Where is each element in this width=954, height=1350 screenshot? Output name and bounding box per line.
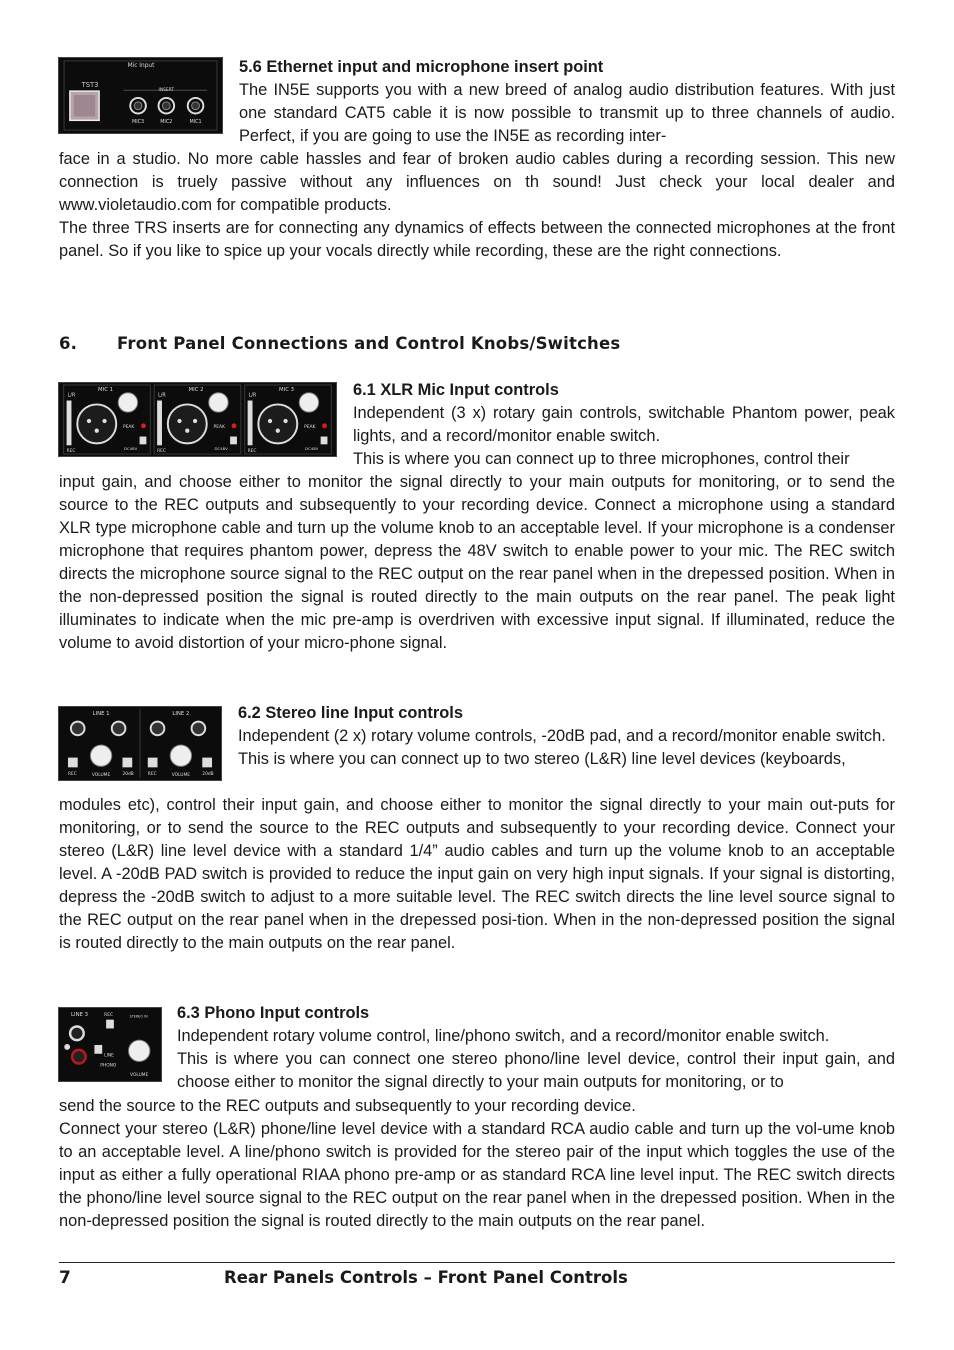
volume-label: VOLUME (130, 1073, 149, 1079)
line-jack-icon (71, 722, 85, 736)
stereo-line-input-panel-photo (58, 706, 222, 781)
channel-label: LINE 2 (172, 710, 190, 717)
section-6-3-paragraph: send the source to the REC outputs and subsequently to your recording device. (59, 1097, 636, 1115)
lr-label: L/R (158, 392, 166, 399)
section-number: 6. (59, 334, 78, 353)
section-6-1-heading: 6.1 XLR Mic Input controls (353, 381, 559, 399)
jack-label: MIC3 (132, 119, 145, 126)
phono-input-panel-photo (58, 1007, 162, 1082)
channel-label: MIC 1 (98, 386, 114, 393)
section-6-2-paragraph: modules etc), control their input gain, and choose either to monitor the signal directly to your main out-puts for monitoring, or to send the source to the REC outputs and subsequently to your recording device. Connect your stereo (L&R) line level device with a standard 1/4” audio cables and turn up the volume knob to an acceptable level. A -20dB PAD switch is provided to reduce the input gain on very high input signals. If your signal is distorting, depress the -20dB switch to adjust to a more suitable level. The REC switch directs the line level source signal to the REC output on the rear panel when in the drepessed posi-tion. When in the non-depressed position the signal is routed directly to the main outputs on the rear panel. (59, 796, 895, 952)
footer-title: Rear Panels Controls – Front Panel Controls (224, 1268, 628, 1287)
xlr-socket-icon (258, 404, 297, 443)
section-6-3-body (59, 1095, 895, 1233)
xlr-mic-input-panel-photo (58, 382, 337, 457)
volume-knob-icon (170, 745, 191, 766)
jack-label: MIC1 (189, 119, 202, 126)
section-6-1-paragraph: Independent (3 x) rotary gain controls, switchable Phantom power, peak lights, and a record/monitor enable switch. (353, 404, 895, 445)
section-6-2-body (59, 794, 895, 955)
section-6-2-paragraph: This is where you can connect up to two stereo (L&R) line level devices (keyboards, (238, 750, 846, 768)
rec-label: REC (247, 449, 257, 455)
section-title: Front Panel Connections and Control Knobs/Switches (117, 334, 621, 353)
section-6-2-heading: 6.2 Stereo line Input controls (238, 704, 463, 722)
mic-input-rear-panel-photo (58, 57, 223, 134)
stereo-in-label: STEREO IN (129, 1014, 148, 1019)
peak-led-icon (141, 423, 146, 428)
line-label: LINE (104, 1053, 114, 1059)
section-6-3-paragraph: Independent rotary volume control, line/phono switch, and a record/monitor enable switch. (177, 1027, 830, 1045)
jack-label: MIC2 (160, 119, 173, 126)
rec-label: REC (157, 449, 166, 455)
rca-jack-icon (70, 1026, 84, 1040)
section-6-3-paragraph: Connect your stereo (L&R) phone/line level device with a standard RCA audio cable and turn up the vol-ume knob to an acceptable level. A line/phono switch is provided for the stereo pair of the input which toggles the use of the input as either a fully operational RIAA phono pre-amp or as standard RCA line level input. The REC switch directs the phono/line level source signal to the REC output on the rear panel when in the drepessed position. When in the non-depressed position the signal is routed directly to the main outputs on the rear panel. (59, 1120, 895, 1230)
channel-label: MIC 3 (279, 386, 295, 393)
rec-label: REC (67, 772, 77, 778)
section-6-3-heading: 6.3 Phono Input controls (177, 1004, 370, 1022)
lr-label: L/R (248, 392, 257, 399)
rec-label: REC (147, 772, 157, 778)
phantom-label: DC48V (214, 446, 228, 452)
gain-knob-icon (118, 393, 137, 412)
section-6-1-paragraph: This is where you can connect up to three microphones, control their (353, 450, 850, 468)
volume-label: VOLUME (91, 773, 111, 779)
section-6-1-body (59, 471, 895, 655)
volume-knob-icon (128, 1040, 149, 1061)
section-5-6-heading: 5.6 Ethernet input and microphone insert point (239, 58, 604, 76)
peak-label: PEAK (213, 424, 225, 430)
pad-label: 20dB (122, 772, 134, 778)
line-jack-icon (192, 722, 206, 736)
rec-label: REC (66, 449, 76, 455)
peak-label: PEAK (304, 424, 316, 430)
rca-jack-icon (72, 1050, 86, 1064)
page-number: 7 (59, 1268, 71, 1288)
phono-label: PHONO (100, 1063, 117, 1069)
section-5-6-paragraph: The IN5E supports you with a new breed of analog audio distribution features. With just one standard CAT5 cable it is now possible to transmit up to three channels of audio. Perfect, if you are going to use the IN5E as recording inter- (239, 81, 895, 145)
volume-label: VOLUME (171, 773, 191, 779)
phantom-label: DC48V (305, 446, 319, 452)
peak-led-icon (232, 423, 237, 428)
line-jack-icon (112, 722, 126, 736)
xlr-socket-icon (168, 404, 207, 443)
section-6-2-intro (238, 702, 895, 771)
peak-label: PEAK (123, 424, 135, 430)
pad-label: 20dB (202, 772, 214, 778)
section-6-1-paragraph: input gain, and choose either to monitor the signal directly to your main outputs for monitoring, or to send the source to the REC outputs and subsequently to your recording device. Connect a microphone using a standard XLR type microphone cable and turn up the volume knob to an acceptable level. If your microphone is a condenser microphone that requires phantom power, depress the 48V switch to enable power to your mic. The REC switch directs the microphone source signal to the REC output on the rear panel when in the drepessed position. When in the non-depressed position the signal is routed directly to the main outputs on the rear panel. The peak light illuminates to indicate when the mic pre-amp is overdriven with excessive input signal. If illuminated, reduce the volume to avoid distortion of your micro-phone signal. (59, 473, 895, 652)
section-5-6-paragraph: face in a studio. No more cable hassles and fear of broken audio cables during a recording session. This new connection is truely passive without any influences on th sound! Just check your local dealer and www.violetaudio.com for compatible products. (59, 150, 895, 214)
section-6-3-intro (177, 1002, 895, 1094)
channel-label: MIC 2 (188, 386, 204, 393)
channel-label: LINE 1 (92, 710, 110, 717)
section-6-3-paragraph: This is where you can connect one stereo phono/line level device, control their input gain, and choose either to monitor the signal directly to your main outputs for monitoring, or to (177, 1050, 895, 1091)
section-5-6-paragraph: The three TRS inserts are for connecting any dynamics of effects between the connected microphones at the front panel. So if you like to spice up your vocals directly while recording, these are the right connections. (59, 219, 895, 260)
xlr-socket-icon (77, 404, 116, 443)
section-6-heading (59, 334, 620, 353)
phantom-label: DC48V (124, 446, 138, 452)
gain-knob-icon (299, 393, 318, 412)
section-6-1-intro (353, 379, 895, 471)
channel-label: LINE 3 (71, 1011, 89, 1018)
line-jack-icon (151, 722, 165, 736)
gain-knob-icon (209, 393, 228, 412)
port-label: TST3 (81, 81, 99, 90)
section-6-2-paragraph: Independent (2 x) rotary volume controls, -20dB pad, and a record/monitor enable switch. (238, 727, 886, 745)
volume-knob-icon (90, 745, 111, 766)
lr-label: L/R (67, 392, 76, 399)
footer-divider (59, 1262, 895, 1263)
section-5-6-body (59, 148, 895, 263)
peak-led-icon (322, 423, 327, 428)
mic-input-title: Mic Input (127, 62, 155, 69)
section-5-6-intro (239, 56, 895, 148)
insert-label: INSERT (158, 88, 175, 94)
rec-label: REC (104, 1012, 114, 1018)
